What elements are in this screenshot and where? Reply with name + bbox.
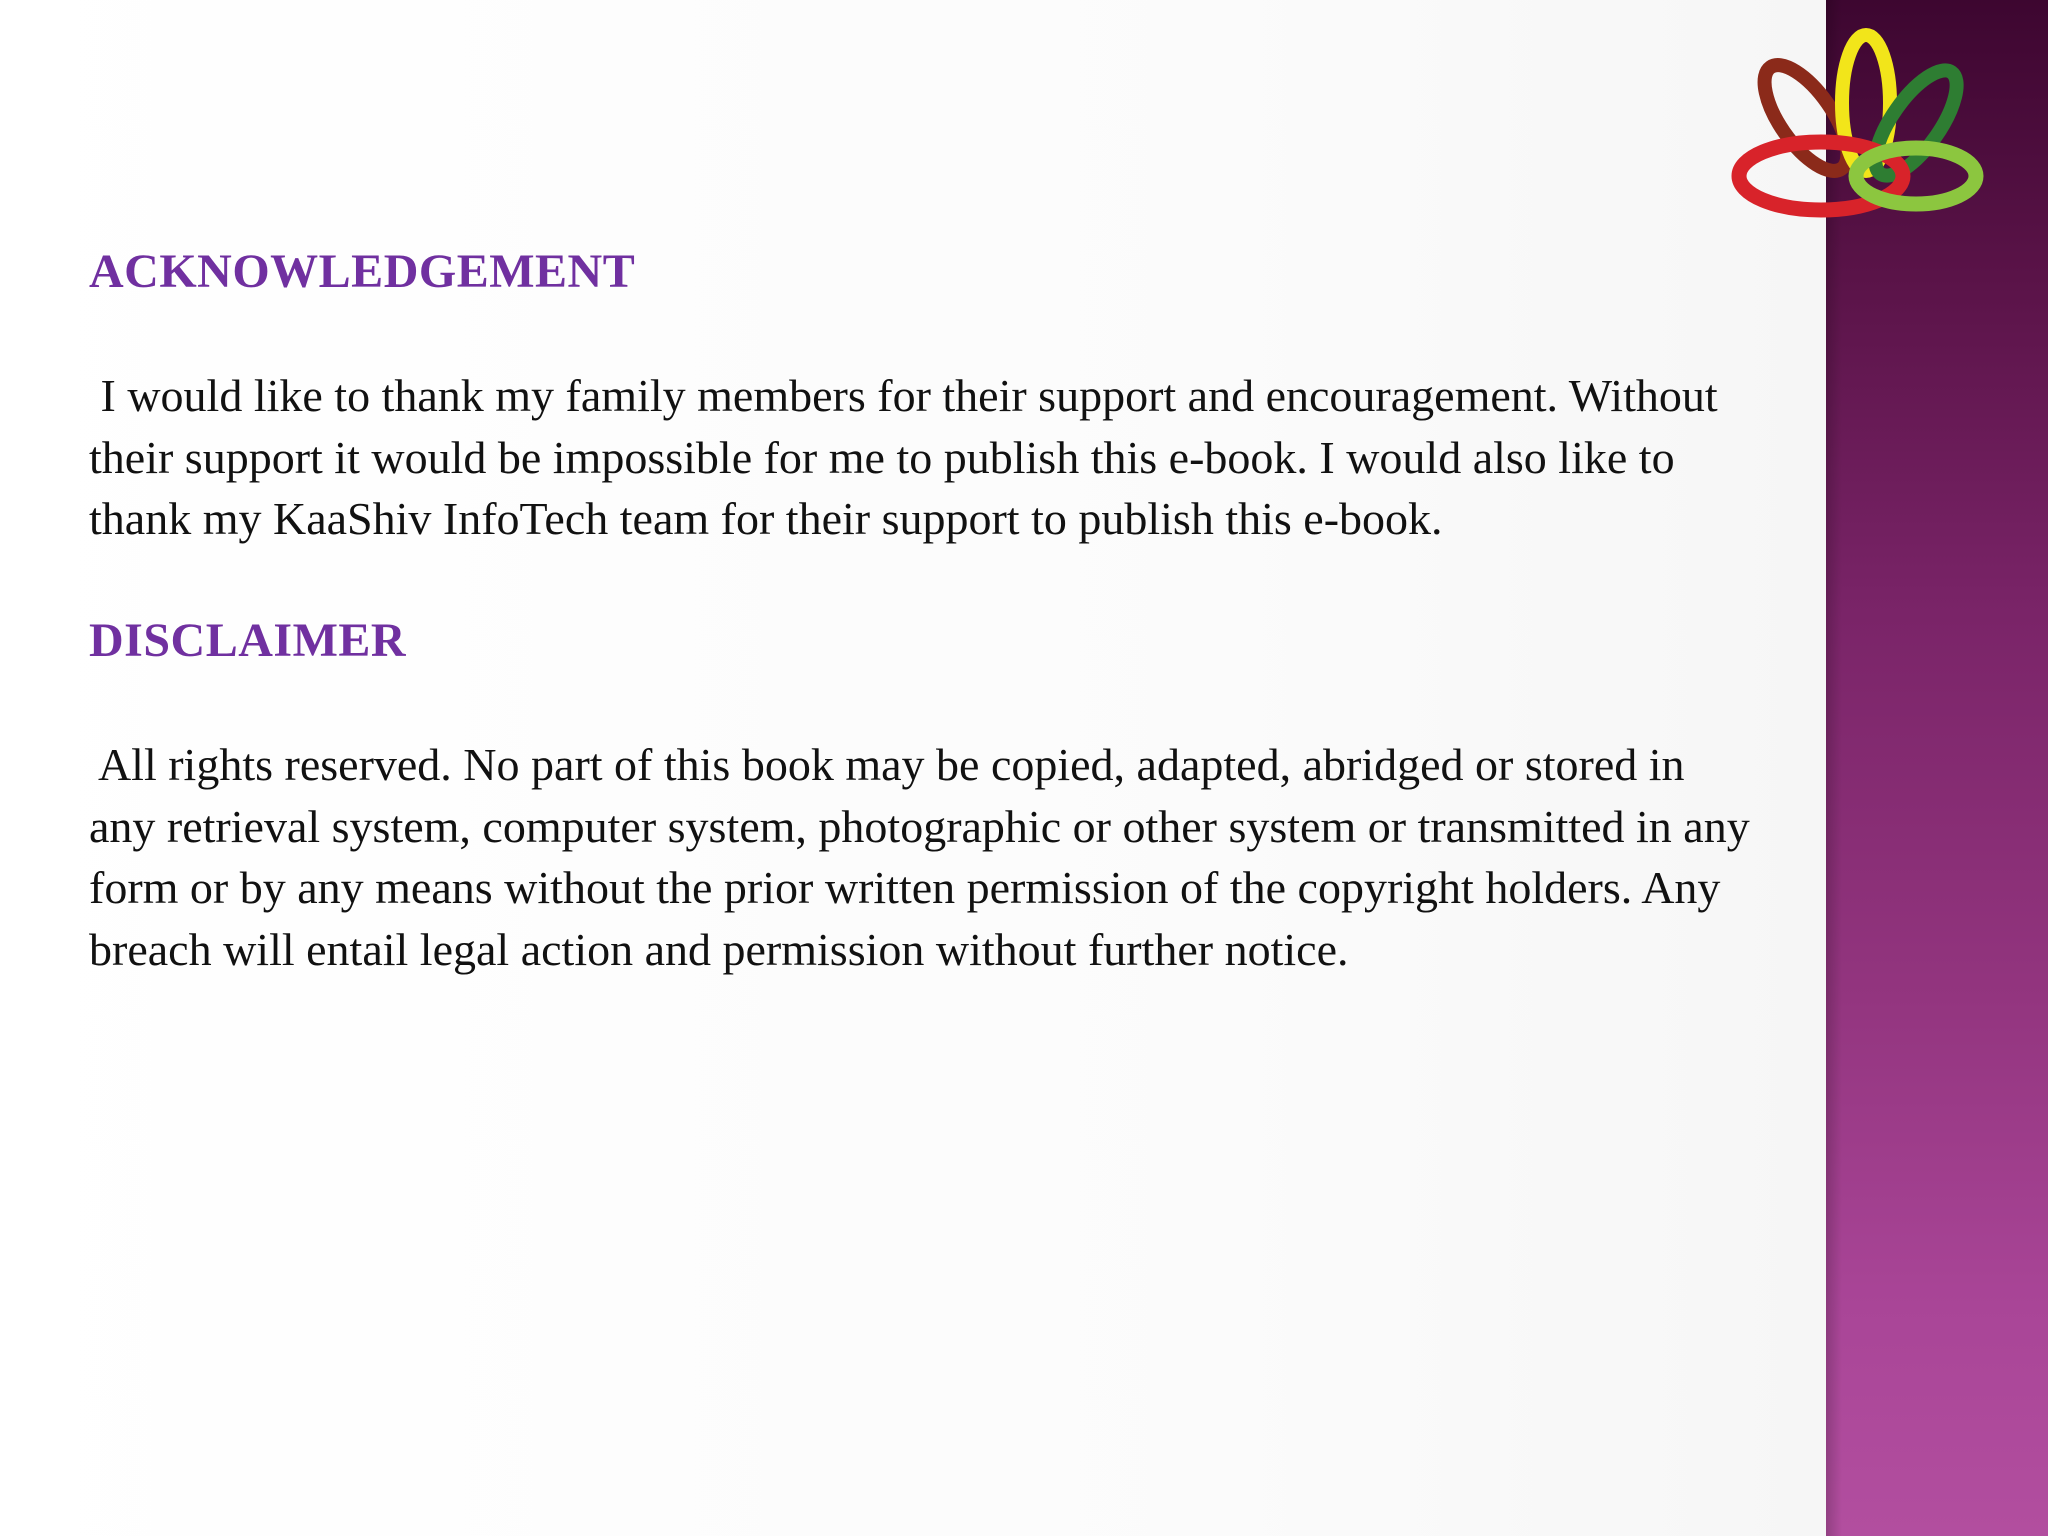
logo-green-petal [1861, 58, 1971, 187]
acknowledgement-line: I would like to thank my family members for their support and encouragement. Without [89, 370, 1718, 421]
kaashiv-flower-logo [1726, 28, 1986, 228]
disclaimer-line: form or by any means without the prior written permission of the copyright holders. Any [89, 862, 1721, 913]
disclaimer-line: All rights reserved. No part of this book may be copied, adapted, abridged or stored in [89, 739, 1685, 790]
disclaimer-line: breach will entail legal action and permission without further notice. [89, 923, 1349, 975]
acknowledgement-paragraph [89, 365, 1989, 550]
acknowledgement-line: thank my KaaShiv InfoTech team for their support to publish this e-book. [89, 493, 1443, 544]
disclaimer-paragraph [89, 734, 1989, 980]
disclaimer-line: any retrieval system, computer system, photographic or other system or transmitted in any [89, 800, 1750, 852]
acknowledgement-line: their support it would be impossible for me to publish this e-book. I would also like to [89, 431, 1675, 483]
acknowledgement-heading: ACKNOWLEDGEMENT [89, 245, 636, 298]
disclaimer-heading: DISCLAIMER [89, 614, 407, 667]
